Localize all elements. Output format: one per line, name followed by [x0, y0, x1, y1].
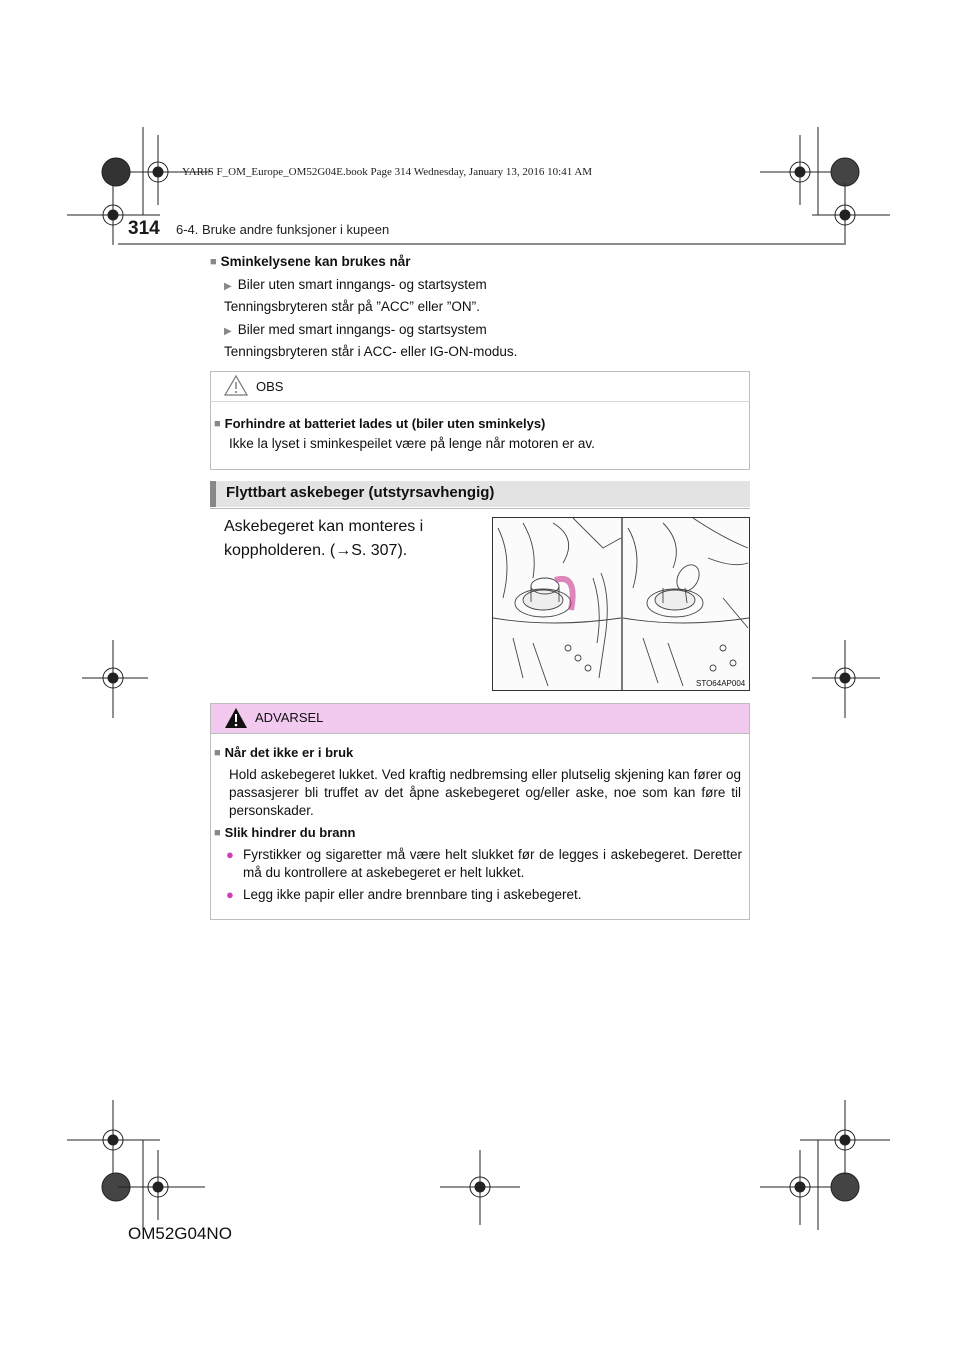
square-bullet-icon: ■ — [214, 418, 221, 430]
warning-bullet-item — [226, 846, 742, 882]
warning-text: Hold askebegeret lukket. Ved kraftig nedbremsing eller plutselig skjening kan fører og passasjerer bli truffet av det åpne askebegeret og/eller aske, noe som kan føre til personskader. — [229, 767, 741, 818]
intro-heading-text: Sminkelysene kan brukes når — [220, 254, 411, 269]
document-code: OM52G04NO — [128, 1224, 232, 1243]
obs-header — [210, 371, 750, 402]
intro-item-label-text: Biler uten smart inngangs- og startsystem — [237, 277, 487, 292]
triangle-bullet-icon: ▶ — [224, 326, 232, 337]
warning-heading-text: Slik hindrer du brann — [224, 825, 356, 840]
print-slug: YARIS F_OM_Europe_OM52G04E.book Page 314 Wednesday, January 13, 2016 10:41 AM — [182, 166, 593, 178]
warning-bullet-text: Legg ikke papir eller andre brennbare ting i askebegeret. — [243, 887, 582, 902]
intro-heading — [210, 254, 411, 269]
obs-heading — [214, 416, 545, 431]
intro-item-label — [224, 322, 487, 337]
header-rule — [118, 243, 845, 245]
ashtray-drawing — [493, 518, 749, 690]
warning-bullet-text: Fyrstikker og sigaretter må være helt slukket før de legges i askebegeret. Deretter må du kontrollere at askebegeret er helt lukket. — [243, 847, 742, 880]
ashtray-illustration — [492, 517, 750, 691]
ashtray-description — [224, 515, 423, 563]
warning-title: ADVARSEL — [255, 710, 324, 725]
page-number: 314 — [128, 218, 160, 239]
ashtray-page-reference[interactable]: koppholderen. (→S. 307). — [224, 542, 408, 559]
warning-triangle-icon — [224, 707, 248, 729]
chapter-section-title: 6-4. Bruke andre funksjoner i kupeen — [176, 222, 390, 237]
caution-triangle-icon — [224, 374, 248, 396]
warning-header — [211, 704, 749, 734]
intro-item-label — [224, 277, 487, 292]
warning-heading — [214, 745, 353, 760]
warning-heading-text: Når det ikke er i bruk — [224, 745, 354, 760]
circle-bullet-icon: ● — [226, 847, 234, 862]
intro-item-text: Tenningsbryteren står i ACC- eller IG-ON-modus. — [224, 344, 518, 359]
square-bullet-icon: ■ — [210, 256, 217, 268]
obs-title: OBS — [256, 379, 284, 394]
intro-item-text: Tenningsbryteren står på ”ACC” eller ”ON”. — [224, 299, 480, 314]
warning-heading — [214, 825, 355, 840]
section-title: Flyttbart askebeger (utstyrsavhengig) — [226, 484, 495, 501]
intro-item-label-text: Biler med smart inngangs- og startsystem — [237, 322, 487, 337]
warning-bullet-item — [226, 886, 742, 904]
obs-heading-text: Forhindre at batteriet lades ut (biler uten sminkelys) — [224, 416, 546, 431]
triangle-bullet-icon: ▶ — [224, 281, 232, 292]
circle-bullet-icon: ● — [226, 887, 234, 902]
section-title-bar — [210, 481, 750, 507]
obs-text: Ikke la lyset i sminkespeilet være på lenge når motoren er av. — [229, 436, 595, 451]
ashtray-text-line: Askebegeret kan monteres i — [224, 518, 424, 535]
square-bullet-icon: ■ — [214, 827, 221, 839]
illustration-code: STO64AP004 — [696, 679, 746, 688]
square-bullet-icon: ■ — [214, 747, 221, 759]
